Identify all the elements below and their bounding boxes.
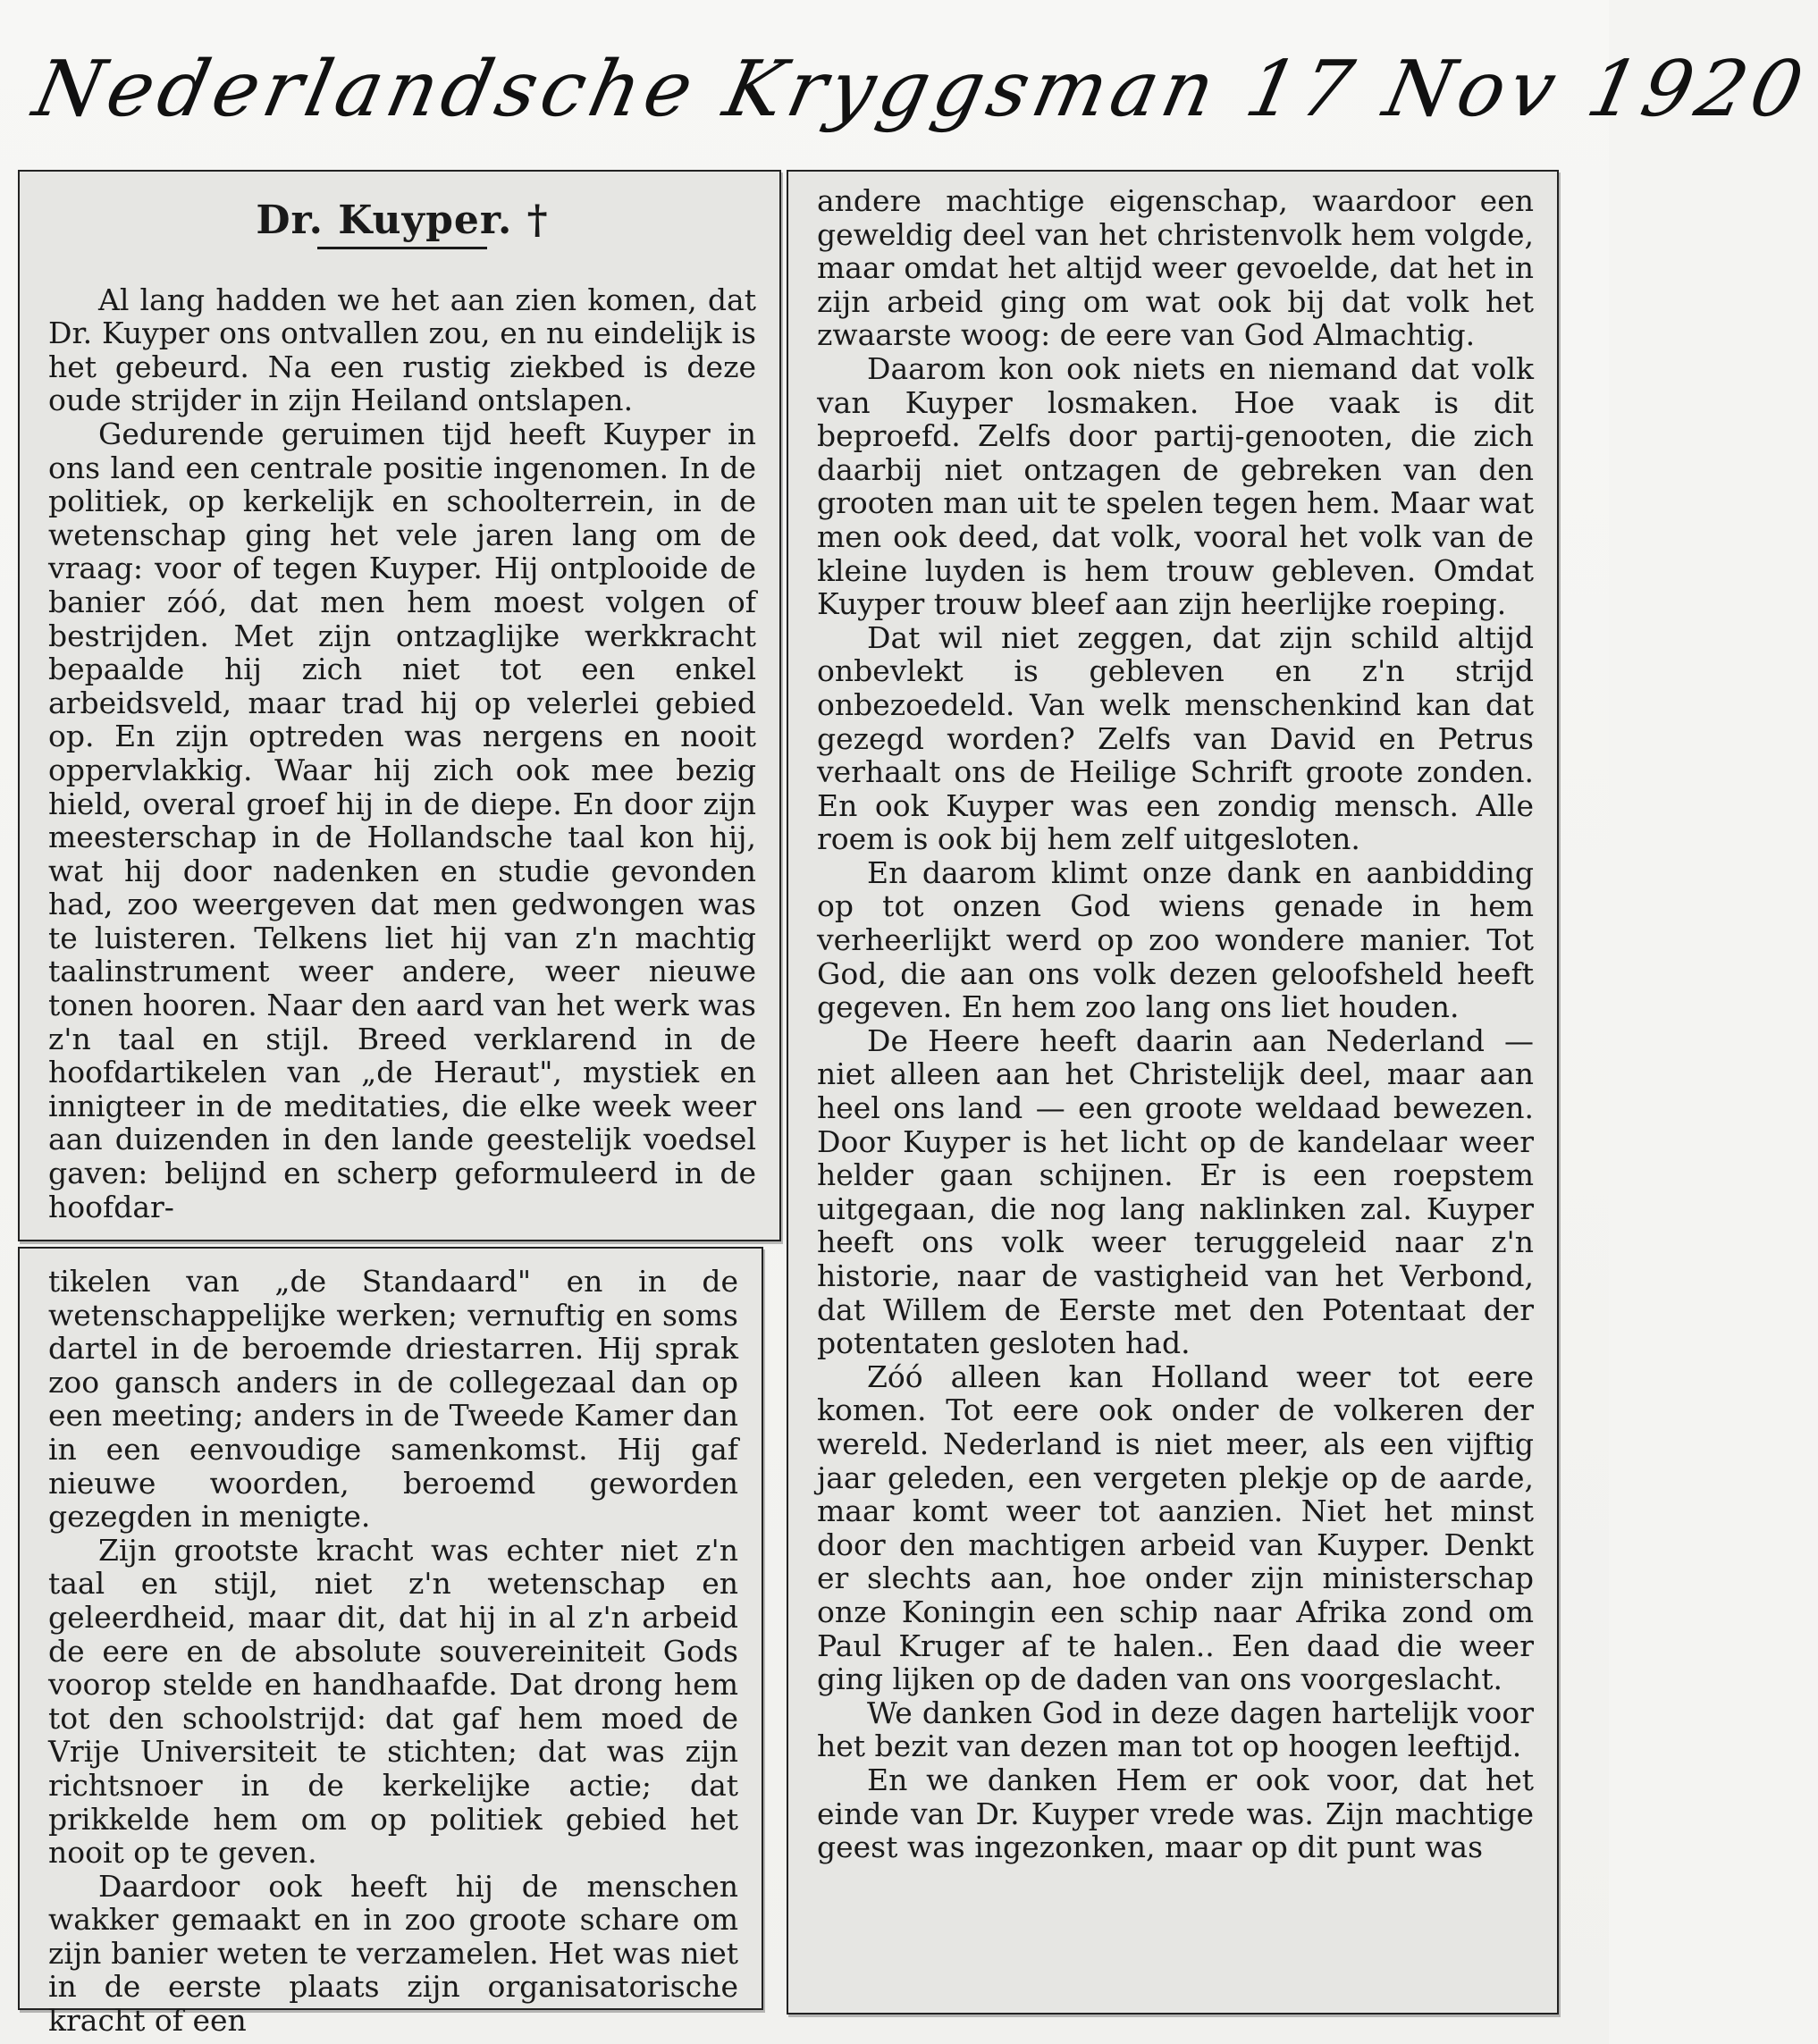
paragraph: andere machtige eigenschap, waardoor een geweldig deel van het christenvolk hem volgde, maar omdat het altijd weer gevoelde, dat het in zijn arbeid ging om wat ook bij dat volk het zwaarste woog: de eere van God Almachtig.: [817, 183, 1534, 353]
clipping-column-2: [787, 170, 1559, 2015]
paragraph: We danken God in deze dagen hartelijk voor het bezit van dezen man tot op hoogen leeftijd.: [817, 1695, 1534, 1764]
article-title: Dr. Kuyper. †: [256, 198, 549, 243]
clipping-column-1-bottom: [18, 1247, 763, 2039]
paragraph: Zijn grootste kracht was echter niet z'n taal en stijl, niet z'n wetenschap en geleerdheid, maar dit, dat hij in al z'n arbeid de eere en de absolute souvereiniteit Gods voorop stelde en handhaafde. Dat drong hem tot den schoolstrijd: dat gaf hem moed de Vrije Universiteit te stichten; dat was zijn richtsnoer in de kerkelijke actie; dat prikkelde hem om op politiek gebied het nooit op te geven.: [48, 1532, 738, 1871]
paragraph: Zóó alleen kan Holland weer tot eere komen. Tot eere ook onder de volkeren der wereld. Nederland is niet meer, als een vijftig jaar geleden, een vergeten plekje op de aarde, maar komt weer tot aanzien. Niet het minst door den machtigen arbeid van Kuyper. Denkt er slechts aan, hoe onder zijn ministerschap onze Koningin een schip naar Afrika zond om Paul Kruger af te halen.. Een daad die weer ging lijken op de daden van ons voorgeslacht.: [817, 1358, 1534, 1697]
handwritten-header: Nederlandsche Kryggsman 17 Nov 1920: [26, 45, 1816, 134]
paragraph: De Heere heeft daarin aan Nederland — niet alleen aan het Christelijk deel, maar aan heel ons land — een groote weldaad bewezen. Door Kuyper is het licht op de kandelaar weer helder gaan schijnen. Er is een roepstem uitgegaan, die nog lang naklinken zal. Kuyper heeft ons volk weer teruggeleid naar z'n historie, naar de vastigheid van het Verbond, dat Willem de Eerste met den Potentaat der potentaten gesloten had.: [817, 1022, 1534, 1361]
paragraph: En daarom klimt onze dank en aanbidding op tot onzen God wiens genade in hem verheerlijkt werd op zoo wondere manier. Tot God, die aan ons volk dezen geloofsheld heeft gegeven. En hem zoo lang ons liet houden.: [817, 854, 1534, 1025]
paragraph: Daardoor ook heeft hij de menschen wakker gemaakt en in zoo groote schare om zijn banier weten te verzamelen. Het was niet in de eerste plaats zijn organisatorische kracht of een: [48, 1868, 738, 2039]
title-rule: [317, 247, 487, 249]
paragraph: Al lang hadden we het aan zien komen, dat Dr. Kuyper ons ontvallen zou, en nu eindelijk is het gebeurd. Na een rustig ziekbed is deze oude strijder in zijn Heiland ontslapen.: [48, 282, 756, 418]
paragraph: En we danken Hem er ook voor, dat het einde van Dr. Kuyper vrede was. Zijn machtige geest was ingezonken, maar op dit punt was: [817, 1762, 1534, 1865]
clipping-column-1-top: [18, 170, 781, 1241]
paragraph: Daarom kon ook niets en niemand dat volk van Kuyper losmaken. Hoe vaak is dit beproefd. Zelfs door partij-genooten, die zich daarbij niet ontzagen de gebreken van den grooten man uit te spelen tegen hem. Maar wat men ook deed, dat volk, vooral het volk van de kleine luyden is hem trouw gebleven. Omdat Kuyper trouw bleef aan zijn heerlijke roeping.: [817, 350, 1534, 622]
paragraph: Dat wil niet zeggen, dat zijn schild altijd onbevlekt is gebleven en z'n strijd onbezoedeld. Van welk menschenkind kan dat gezegd worden? Zelfs van David en Petrus verhaalt ons de Heilige Schrift groote zonden. En ook Kuyper was een zondig mensch. Alle roem is ook bij hem zelf uitgesloten.: [817, 619, 1534, 857]
paragraph: tikelen van „de Standaard" en in de wetenschappelijke werken; vernuftig en soms dartel in de beroemde driestarren. Hij sprak zoo gansch anders in de collegezaal dan op een meeting; anders in de Tweede Kamer dan in een eenvoudige samenkomst. Hij gaf nieuwe woorden, beroemd geworden gezegden in menigte.: [48, 1264, 738, 1535]
paragraph: Gedurende geruimen tijd heeft Kuyper in ons land een centrale positie ingenomen. In de politiek, op kerkelijk en schoolterrein, in de wetenschap ging het vele jaren lang om de vraag: voor of tegen Kuyper. Hij ontplooide de banier zóó, dat men hem moest volgen of bestrijden. Met zijn ontzaglijke werkkracht bepaalde hij zich niet tot een enkel arbeidsveld, maar trad hij op velerlei gebied op. En zijn optreden was nergens en nooit oppervlakkig. Waar hij zich ook mee bezig hield, overal groef hij in de diepe. En door zijn meesterschap in de Hollandsche taal kon hij, wat hij door nadenken en studie gevonden had, zoo weergeven dat men gedwongen was te luisteren. Telkens liet hij van z'n machtig taalinstrument weer andere, weer nieuwe tonen hooren. Naar den aard van het werk was z'n taal en stijl. Breed verklarend in de hoofdartikelen van „de Heraut", mystiek en innigteer in de meditaties, die elke week weer aan duizenden in den lande geestelijk voedsel gaven: belijnd en scherp geformuleerd in de hoofdar-: [48, 416, 756, 1224]
